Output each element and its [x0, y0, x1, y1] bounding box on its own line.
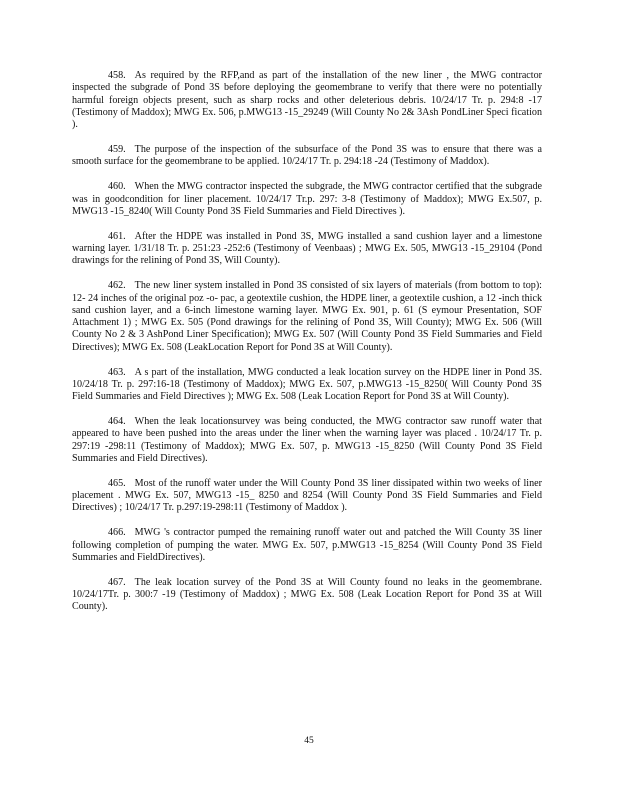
paragraph-461: [72, 231, 542, 268]
paragraph-466: [72, 527, 542, 564]
paragraph-text: The leak location survey of the Pond 3S at Will County found no leaks in the geomembrane. 10/24/17Tr. p. 300:7 -19 (Testimony of Maddox) ; MWG Ex. 508 (Leak Location Report for Pond 3S at Will County).: [72, 576, 542, 613]
page-number: 45: [304, 736, 314, 746]
paragraph-464: [72, 416, 542, 465]
paragraph-number: 460.: [108, 181, 126, 193]
paragraph-text: When the leak locationsurvey was being conducted, the MWG contractor saw runoff water that appeared to have been pushed into the areas under the liner when the warning layer was placed . 10/24/17 Tr. p. 297:19 -298:11 (Testimony of Maddox); MWG Ex. 507, p. MWG13 -15_8250 (Will County Pond 3S Field Summaries and Field Directives).: [72, 416, 542, 464]
paragraph-text: After the HDPE was installed in Pond 3S, MWG installed a sand cushion layer and a limestone warning layer. 1/31/18 Tr. p. 251:23 -252:6 (Testimony of Veenbaas) ; MWG Ex. 505, MWG13 -15_29104 (Pond drawings for the relining of Pond 3S, Will County).: [72, 230, 542, 267]
paragraph-458: [72, 70, 542, 131]
paragraph-462: [72, 280, 542, 354]
paragraph-465: [72, 478, 542, 515]
paragraph-460: [72, 181, 542, 218]
paragraph-467: [72, 577, 542, 614]
paragraph-text: MWG 's contractor pumped the remaining runoff water out and patched the Will County 3S liner following completion of pumping the water. MWG Ex. 507, p.MWG13 -15_8254 (Will County Pond 3S Field Summaries and FieldDirectives).: [72, 527, 542, 563]
paragraph-number: 458.: [108, 70, 126, 81]
paragraph-text: As required by the RFP,and as part of the installation of the new liner , the MWG contractor inspected the subgrade of Pond 3S before deploying the geomembrane to verify that there were no potentially harmful foreign objects present, such as sharp rocks and other deleterious debris. 10/24/17 Tr. p. 294:8 -17 (Testimony of Maddox); MWG Ex. 506, p.MWG13 -15_29249 (Will County No 2& 3Ash PondLiner Speci fication ).: [72, 70, 542, 131]
paragraph-number: 464.: [108, 416, 126, 428]
paragraph-text: The purpose of the inspection of the subsurface of the Pond 3S was to ensure that there was a smooth surface for the geomembrane to be applied. 10/24/17 Tr. p. 294:18 -24 (Testimony of Maddox).: [72, 144, 542, 168]
paragraph-text: The new liner system installed in Pond 3S consisted of six layers of materials (from bottom to top): 12- 24 inches of the original poz -o- pac, a geotextile cushion, the HDPE liner, a geotextile cushion, a 12 -inch thick sand cushion layer, and a 6-inch limestone warning layer. MWG Ex. 901, p. 61 (S eymour Presentation, SOF Attachment 1) ; MWG Ex. 505 (Pond drawings for the relining of Pond 3S, Will County); MWG Ex. 506 (Will County No 2 & 3 AshPond Liner Specification); MWG Ex. 507 (Will County Pond 3S Field Summaries and Field Directives); MWG Ex. 508 (LeakLocation Report for Pond 3S at Will County).: [72, 280, 542, 353]
paragraph-number: 463.: [108, 366, 126, 378]
body-text: [72, 70, 542, 626]
paragraph-459: [72, 144, 542, 169]
paragraph-text: When the MWG contractor inspected the subgrade, the MWG contractor certified that the subgrade was in goodcondition for liner placement. 10/24/17 Tr.p. 297: 3-8 (Testimony of Maddox); MWG Ex.507, p. MWG13 -15_8240( Will County Pond 3S Field Summaries and Field Directives ).: [72, 181, 542, 217]
paragraph-number: 465.: [108, 477, 126, 489]
paragraph-463: [72, 367, 542, 404]
paragraph-number: 466.: [108, 527, 126, 539]
paragraph-number: 467.: [108, 576, 126, 588]
paragraph-text: Most of the runoff water under the Will County Pond 3S liner dissipated within two weeks of liner placement . MWG Ex. 507, MWG13 -15_ 8250 and 8254 (Will County Pond 3S Field Summaries and Field Directives) ; 10/24/17 Tr. p.297:19-298:11 (Testimony of Maddox ).: [72, 477, 542, 514]
paragraph-number: 459.: [108, 144, 126, 156]
paragraph-number: 462.: [108, 280, 126, 292]
paragraph-text: A s part of the installation, MWG conducted a leak location survey on the HDPE liner in Pond 3S. 10/24/18 Tr. p. 297:16-18 (Testimony of Maddox); MWG Ex. 507, p.MWG13 -15_8250( Will County Pond 3S Field Summaries and Field Directives ); MWG Ex. 508 (Leak Location Report for Pond 3S at Will County).: [72, 366, 542, 403]
paragraph-number: 461.: [108, 230, 126, 242]
